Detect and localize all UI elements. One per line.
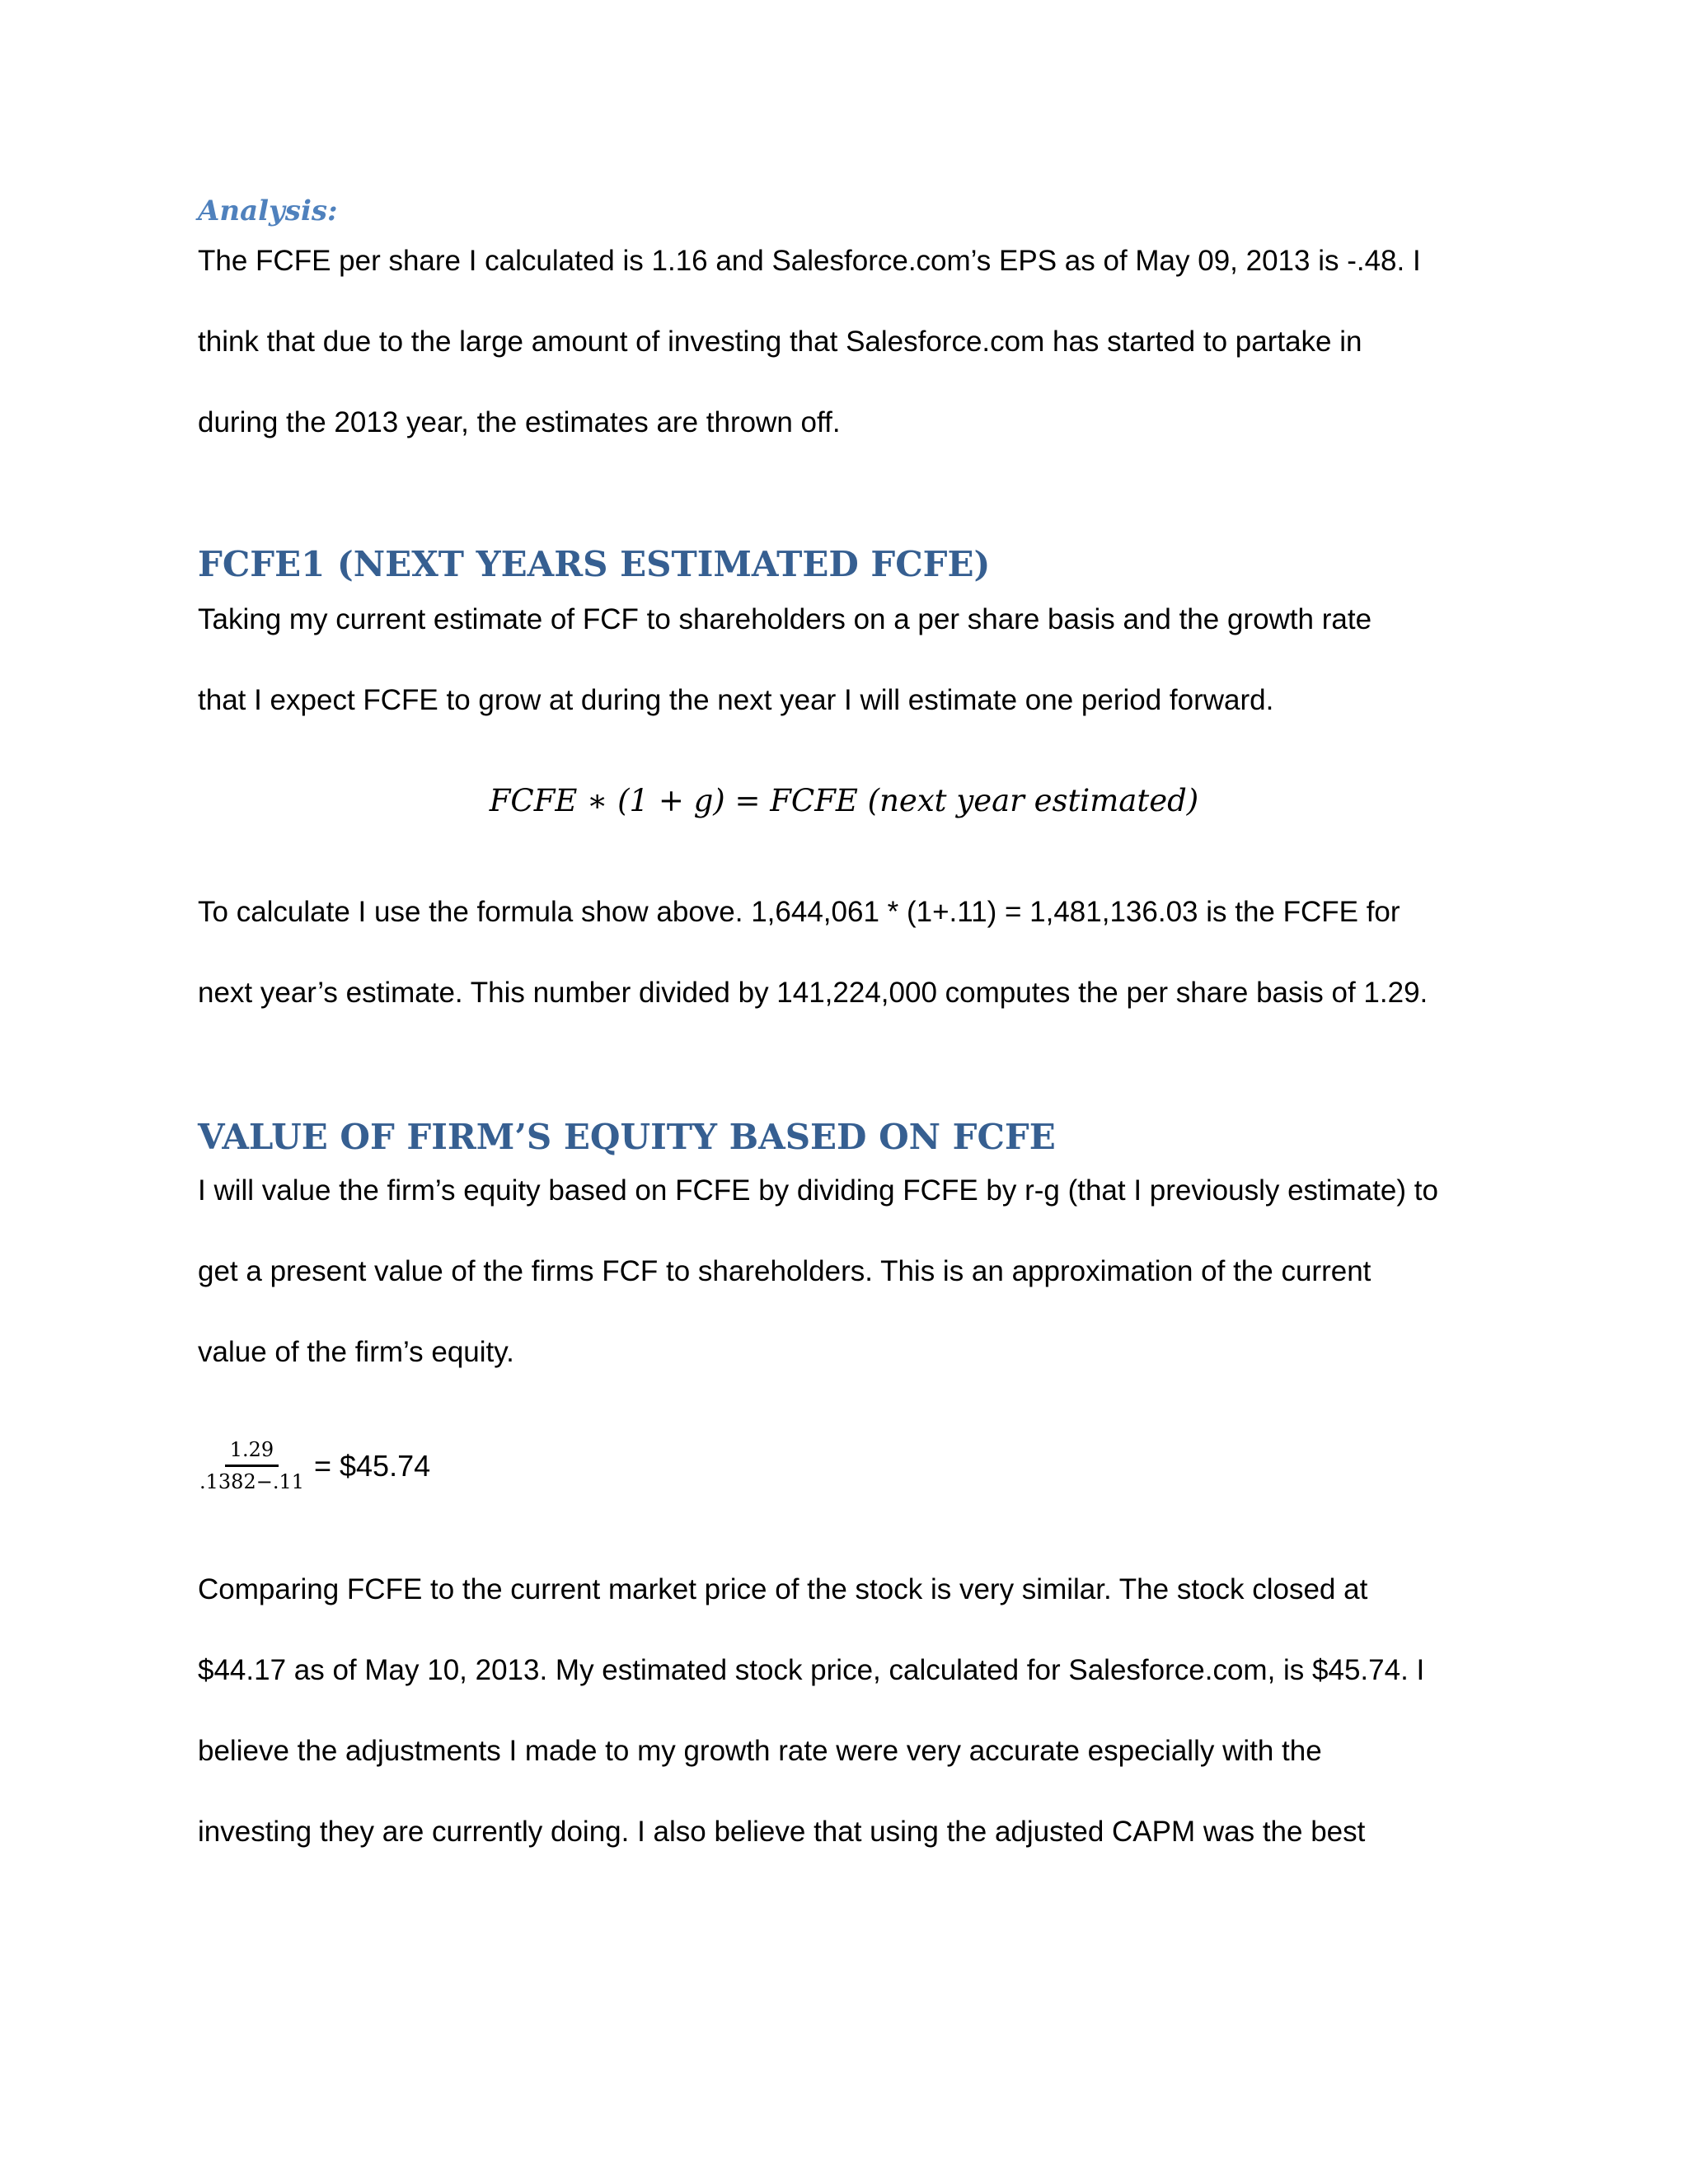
conclusion-line: Comparing FCFE to the current market price of the stock is very similar. The stock closed at [198, 1573, 1368, 1605]
heading-fcfe1: FCFE1 (NEXT YEARS ESTIMATED FCFE) [198, 544, 991, 584]
fcfe1-intro-paragraph [198, 579, 1550, 741]
analysis-line: think that due to the large amount of investing that Salesforce.com has started to partake in [198, 326, 1362, 358]
equity-intro-paragraph [198, 1151, 1550, 1393]
fraction-denominator: .1382−.11 [199, 1470, 304, 1493]
fcfe1-intro-line: that I expect FCFE to grow at during the next year I will estimate one period forward. [198, 684, 1274, 716]
fraction [198, 1438, 306, 1493]
equity-value-equation [198, 1438, 430, 1493]
conclusion-paragraph [198, 1549, 1550, 1872]
conclusion-line: investing they are currently doing. I also believe that using the adjusted CAPM was the best [198, 1816, 1366, 1848]
analysis-paragraph [198, 221, 1550, 463]
analysis-label: Analysis: [198, 194, 338, 227]
equity-intro-line: I will value the firm’s equity based on FCFE by dividing FCFE by r-g (that I previously estimate) to [198, 1174, 1438, 1207]
conclusion-line: believe the adjustments I made to my growth rate were very accurate especially with the [198, 1735, 1322, 1767]
conclusion-line: $44.17 as of May 10, 2013. My estimated stock price, calculated for Salesforce.com, is $45.74. I [198, 1654, 1425, 1686]
equity-intro-line: get a present value of the firms FCF to shareholders. This is an approximation of the current [198, 1255, 1372, 1287]
fraction-numerator: 1.29 [225, 1438, 279, 1467]
fcfe1-calc-line: To calculate I use the formula show above. 1,644,061 * (1+.11) = 1,481,136.03 is the FCFE for [198, 896, 1400, 928]
fcfe-growth-formula: FCFE ∗ (1 + g) = FCFE (next year estimated) [489, 783, 1199, 818]
fcfe1-intro-line: Taking my current estimate of FCF to shareholders on a per share basis and the growth rate [198, 603, 1372, 635]
fcfe1-calc-paragraph [198, 872, 1550, 1033]
equity-intro-line: value of the firm’s equity. [198, 1336, 514, 1368]
heading-equity-value: VALUE OF FIRM’S EQUITY BASED ON FCFE [198, 1117, 1056, 1157]
analysis-line: The FCFE per share I calculated is 1.16 and Salesforce.com’s EPS as of May 09, 2013 is -.48. I [198, 245, 1421, 277]
fraction-result: = $45.74 [313, 1448, 431, 1483]
fcfe1-calc-line: next year’s estimate. This number divided by 141,224,000 computes the per share basis of 1.29. [198, 977, 1428, 1009]
analysis-line: during the 2013 year, the estimates are thrown off. [198, 406, 841, 438]
